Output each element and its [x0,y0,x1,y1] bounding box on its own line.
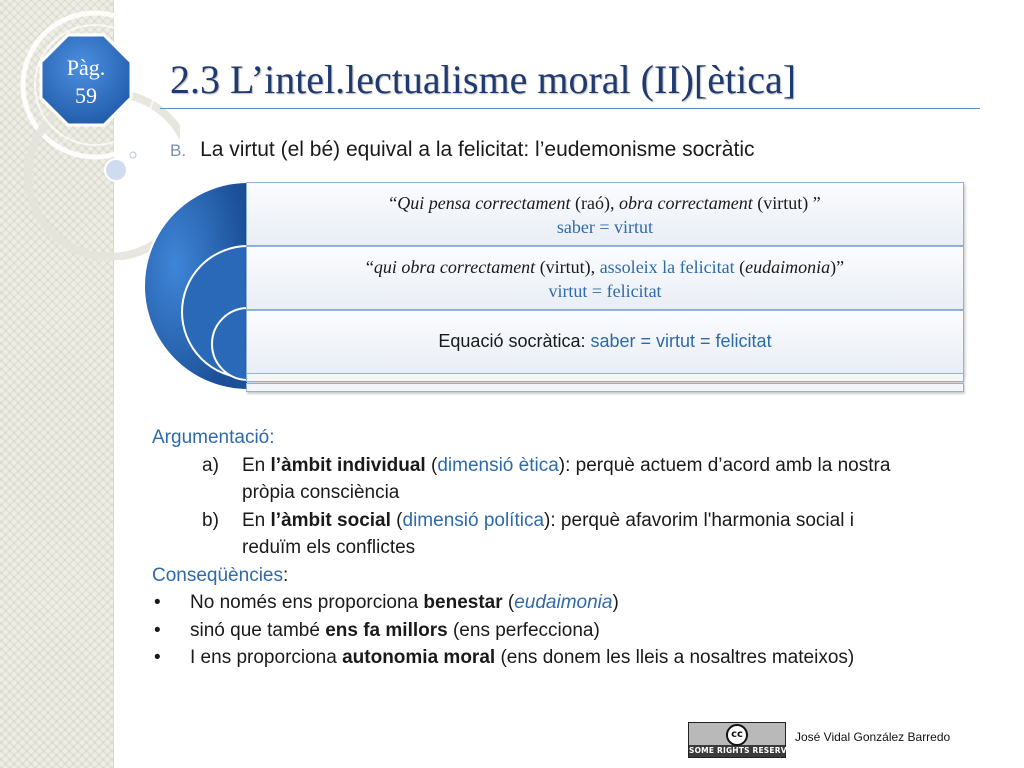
cc-badge-text: SOME RIGHTS RESERVED [689,746,799,755]
diagram-box-acting [246,246,964,310]
dimension-label: dimensió ètica [437,454,559,476]
page-value: 59 [75,83,97,108]
quote-think-correctly: Qui pensa correctament [397,193,571,213]
list-item: • No només ens proporciona benestar (eudaimonia) [152,589,982,617]
bullet-icon: • [154,647,161,668]
equation-saber-virtut: saber = virtut [556,217,654,237]
box1-line1: “Qui pensa correctament (raó), obra correctament (virtut) ” [389,193,821,213]
argument-item-a: a) En l’àmbit individual (dimensió ètica): perquè actuem d’acord amb la nostra pròpia consciència [152,452,982,507]
subtitle-text: La virtut (el bé) equival a la felicitat: l’eudemonisme socràtic [200,138,755,161]
creative-commons-badge[interactable] [688,722,799,758]
subtitle-marker: B. [170,141,187,160]
item-label: b) [202,509,219,531]
box3-line1 [247,311,963,353]
diagram-box-edge [246,373,964,382]
page-title: 2.3 L’intel.lectualisme moral (II)[ètica] [170,57,797,102]
item-label: a) [202,454,219,476]
argumentacio-heading: Argumentació: [152,427,275,448]
body-text [152,424,982,672]
page-label: Pàg. [66,55,106,80]
equation-virtut-felicitat: virtut = felicitat [548,281,662,301]
quote-achieve-happiness: assoleix la felicitat [599,257,735,277]
bullet-icon: • [154,619,161,641]
diagram-box-edge [246,383,964,392]
diagram-box-thinking [246,182,964,246]
title-divider [160,108,980,109]
author-name: José Vidal González Barredo [795,730,951,744]
bullet-icon: • [154,592,161,613]
argument-item-b: b) En l’àmbit social (dimensió política): perquè afavorim l'harmonia social i reduïm els conflictes [152,507,982,562]
box2-line1: “qui obra correctament (virtut), assoleix la felicitat (eudaimonia)” [365,257,845,277]
dimension-label: dimensió política [402,509,545,531]
diagram-box-equation [246,310,964,374]
quote-act-correctly: obra correctament [618,193,753,213]
list-item: • I ens proporciona autonomia moral (ens donem les lleis a nosaltres mateixos) [152,644,982,672]
quote-eudaimonia: eudaimonia [745,257,831,277]
page-badge [38,32,134,128]
consequencies-heading: Conseqüències: [152,564,289,586]
cc-icon: cc [726,724,748,746]
subtitle [170,138,754,162]
list-item: • sinó que també ens fa millors (ens perfecciona) [152,617,982,645]
page-number [38,54,134,110]
quote-act-correctly-2: qui obra correctament [373,257,536,277]
nested-diagram [140,180,970,395]
socratic-equation: saber = virtut = felicitat [590,331,772,351]
equation-prefix: Equació socràtica: [438,331,591,351]
